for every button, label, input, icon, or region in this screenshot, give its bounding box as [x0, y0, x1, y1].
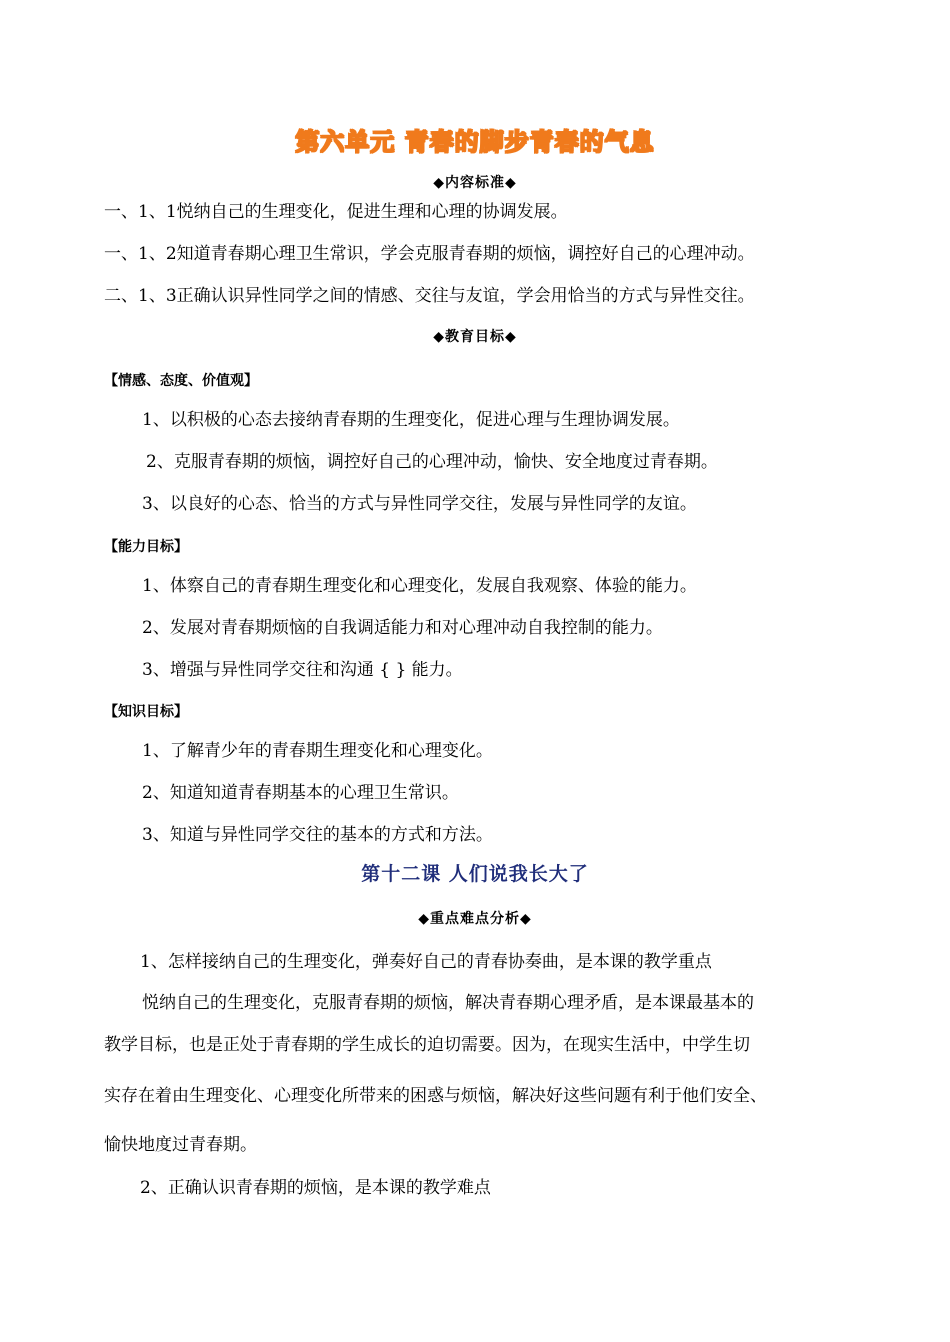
content-standard-item: 二、1、3正确认识异性同学之间的情感、交往与友谊，学会用恰当的方式与异性交往。: [104, 286, 755, 306]
paragraph-line: 教学目标，也是正处于青春期的学生成长的迫切需要。因为，在现实生活中，中学生切: [104, 1035, 750, 1055]
paragraph-line: 实存在着由生理变化、心理变化所带来的困惑与烦恼，解决好这些问题有利于他们安全、: [104, 1086, 767, 1106]
knowledge-goal-item: 2、知道知道青春期基本的心理卫生常识。: [142, 783, 459, 803]
unit-title: 第六单元 青春的脚步青春的气息: [295, 128, 655, 156]
knowledge-goal-item: 1、了解青少年的青春期生理变化和心理变化。: [142, 741, 493, 761]
paragraph-line: 愉快地度过青春期。: [104, 1135, 257, 1155]
key-point-2: 2、正确认识青春期的烦恼，是本课的教学难点: [140, 1178, 491, 1198]
knowledge-goal-item: 3、知道与异性同学交往的基本的方式和方法。: [142, 825, 493, 845]
emotion-goal-item: 3、以良好的心态、恰当的方式与异性同学交往，发展与异性同学的友谊。: [142, 494, 697, 514]
key-point-1: 1、怎样接纳自己的生理变化，弹奏好自己的青春协奏曲，是本课的教学重点: [140, 952, 712, 972]
key-points-heading: ◆重点难点分析◆: [418, 911, 532, 927]
emotion-goals-label: 【情感、态度、价值观】: [104, 373, 258, 389]
ability-goal-item: 1、体察自己的青春期生理变化和心理变化，发展自我观察、体验的能力。: [142, 576, 697, 596]
emotion-goal-item: 1、以积极的心态去接纳青春期的生理变化，促进心理与生理协调发展。: [142, 410, 680, 430]
paragraph-line: 悦纳自己的生理变化，克服青春期的烦恼，解决青春期心理矛盾，是本课最基本的: [142, 993, 754, 1013]
ability-goal-item: 2、发展对青春期烦恼的自我调适能力和对心理冲动自我控制的能力。: [142, 618, 663, 638]
content-standard-heading: ◆内容标准◆: [433, 175, 517, 191]
education-goals-heading: ◆教育目标◆: [433, 329, 517, 345]
emotion-goal-item: 2、克服青春期的烦恼，调控好自己的心理冲动，愉快、安全地度过青春期。: [146, 452, 718, 472]
lesson-title: 第十二课 人们说我长大了: [361, 863, 589, 885]
knowledge-goals-label: 【知识目标】: [104, 704, 188, 720]
ability-goals-label: 【能力目标】: [104, 539, 188, 555]
content-standard-item: 一、1、2知道青春期心理卫生常识，学会克服青春期的烦恼，调控好自己的心理冲动。: [104, 244, 755, 264]
ability-goal-item: 3、增强与异性同学交往和沟通 { } 能力。: [142, 660, 463, 680]
content-standard-item: 一、1、1悦纳自己的生理变化，促进生理和心理的协调发展。: [104, 202, 568, 222]
